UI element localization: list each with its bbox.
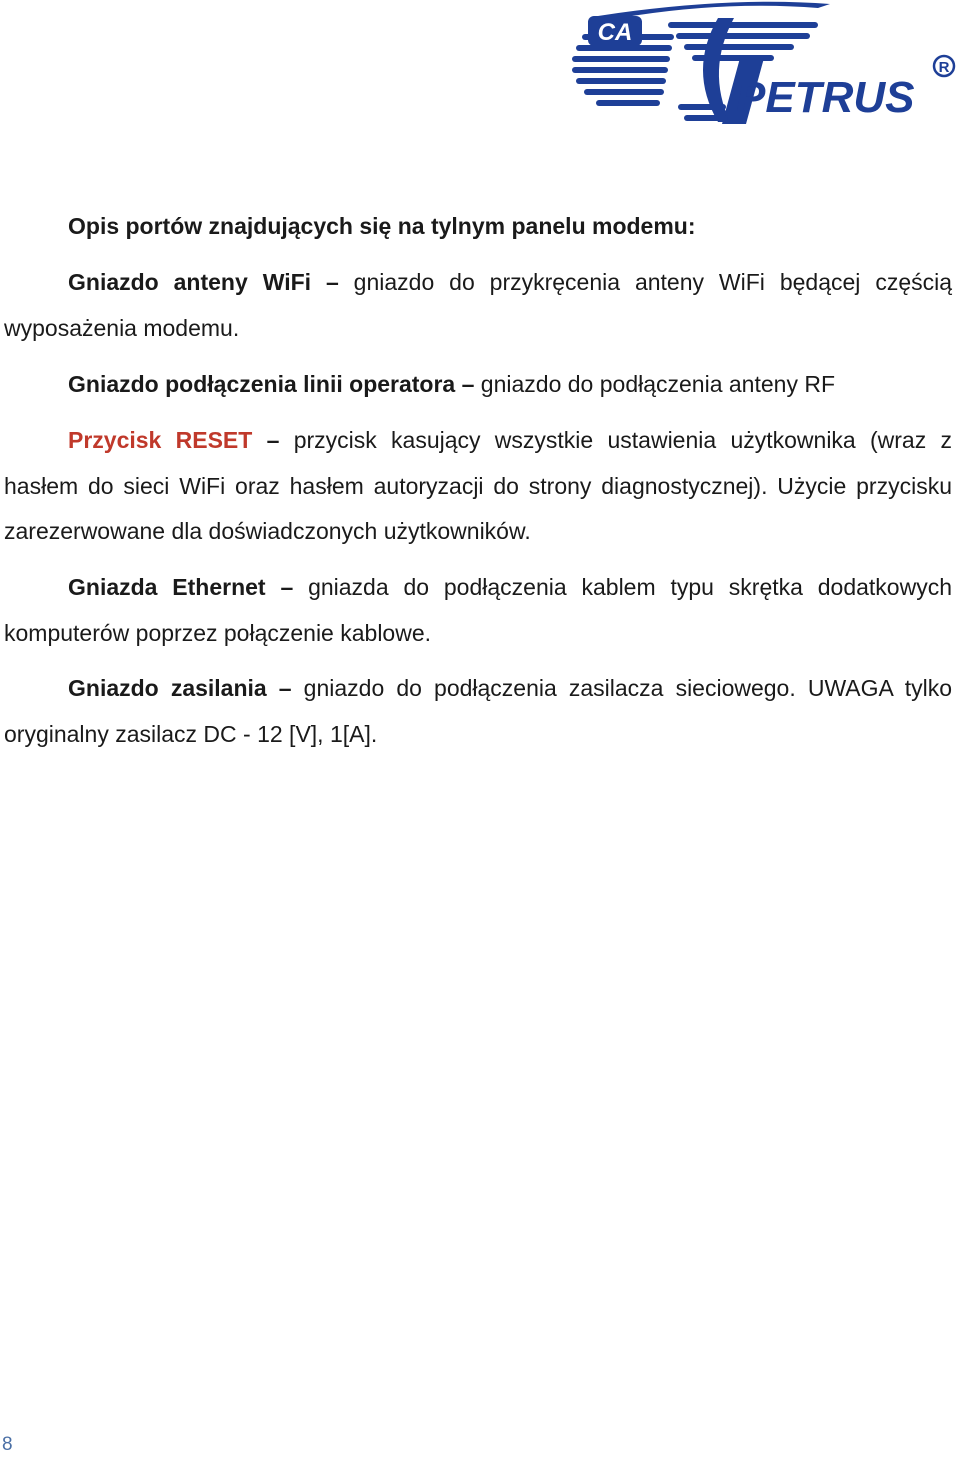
page-number: 8: [2, 1434, 13, 1455]
description-wifi-antenna: gniazdo do przykręcenia anteny WiFi będącej częścią wyposażenia modemu.: [4, 269, 953, 341]
term-ethernet: Gniazda Ethernet: [68, 574, 266, 600]
description-ethernet: gniazda do podłączenia kablem typu skrętka dodatkowych komputerów poprzez połączenie kablowe.: [4, 574, 952, 646]
logo-badge-text: CA: [597, 19, 633, 46]
paragraph-ethernet: [4, 565, 952, 656]
paragraph-reset-button: [4, 418, 952, 555]
dash: –: [461, 371, 475, 397]
paragraph-operator-line: [4, 362, 952, 408]
term-power: Gniazdo zasilania: [68, 675, 267, 701]
paragraph-wifi-antenna: [4, 260, 952, 351]
page-heading: Opis portów znajdujących się na tylnym panelu modemu:: [68, 213, 696, 239]
dash: –: [325, 269, 339, 295]
logo-registered-mark: R: [938, 59, 950, 76]
dash: –: [266, 427, 280, 453]
description-power: gniazdo do podłączenia zasilacza sieciowego. UWAGA tylko oryginalny zasilacz DC - 12 [V], 1[A].: [4, 675, 952, 747]
description-reset-button: przycisk kasujący wszystkie ustawienia użytkownika (wraz z hasłem do sieci WiFi oraz hasłem autoryzacji do strony diagnostycznej). Użycie przycisku zarezerwowane dla doświadczonych użytkowników.: [4, 427, 953, 544]
dash: –: [280, 574, 294, 600]
term-reset-button: Przycisk RESET: [68, 427, 253, 453]
paragraph-power: [4, 666, 952, 757]
company-logo: [568, 0, 960, 132]
dash: –: [278, 675, 292, 701]
term-wifi-antenna: Gniazdo anteny WiFi: [68, 269, 312, 295]
description-operator-line: gniazdo do podłączenia anteny RF: [474, 371, 835, 397]
petrus-logo-graphic: [568, 0, 960, 132]
logo-brand-text: PETRUS: [736, 73, 915, 122]
term-operator-line: Gniazdo podłączenia linii operatora: [68, 371, 456, 397]
